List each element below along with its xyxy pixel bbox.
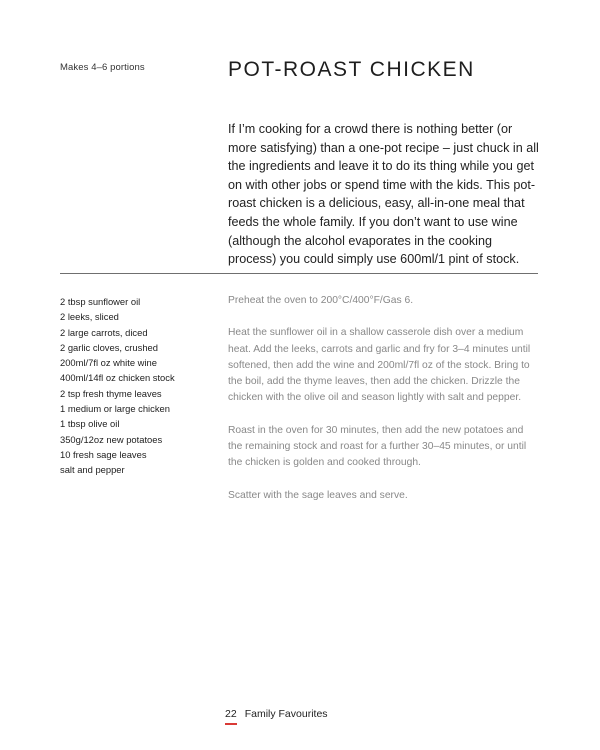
ingredient-item: 2 tsp fresh thyme leaves — [60, 387, 162, 399]
ingredient-item: 200ml/7fl oz white wine — [60, 357, 157, 369]
ingredient-item: 2 tbsp sunflower oil — [60, 296, 141, 307]
ingredients-list — [60, 294, 220, 478]
ingredient-item: 10 fresh sage leaves — [60, 448, 147, 460]
page-footer — [225, 708, 328, 725]
section-divider — [60, 273, 538, 274]
ingredient-item: 2 large carrots, diced — [60, 326, 148, 338]
section-name: Family Favourites — [244, 708, 328, 720]
recipe-title: POT-ROAST CHICKEN — [228, 58, 475, 81]
ingredient-item: 1 medium or large chicken — [60, 403, 170, 415]
ingredient-item: 1 tbsp olive oil — [60, 418, 120, 430]
method-step: Preheat the oven to 200°C/400°F/Gas 6. — [228, 295, 414, 306]
ingredient-item: salt and pepper — [60, 464, 125, 476]
recipe-intro: If I’m cooking for a crowd there is nothing better (or more satisfying) than a one-pot recipe – just chuck in all the ingredients and leave it to do its thing while you get on with other jobs or spend time with the kids. This pot-roast chicken is a delicious, easy, all-in-one meal that feeds the whole family. If you don’t want to use wine (although the alcohol evaporates in the cooking process) you could simply use 600ml/1 pint of stock. — [228, 122, 539, 267]
method-step: Scatter with the sage leaves and serve. — [228, 489, 408, 501]
method-step: Roast in the oven for 30 minutes, then add the new potatoes and the remaining stock and roast for a further 30–45 minutes, or until the chicken is golden and cooked through. — [228, 424, 527, 469]
page-number: 22 — [225, 708, 237, 725]
ingredient-item: 350g/12oz new potatoes — [60, 433, 163, 445]
method-section — [228, 293, 540, 520]
method-step: Heat the sunflower oil in a shallow casserole dish over a medium heat. Add the leeks, carrots and garlic and fry for 3–4 minutes until softened, then add the wine and 200ml/7fl oz of the stock. Bring to the boil, add the thyme leaves, then add the chicken. Drizzle the chicken with the olive oil and season lightly with salt and pepper. — [228, 327, 531, 404]
portions-label: Makes 4–6 portions — [60, 62, 145, 73]
ingredient-item: 2 garlic cloves, crushed — [60, 341, 158, 353]
ingredient-item: 2 leeks, sliced — [60, 311, 119, 323]
ingredient-item: 400ml/14fl oz chicken stock — [60, 372, 175, 384]
